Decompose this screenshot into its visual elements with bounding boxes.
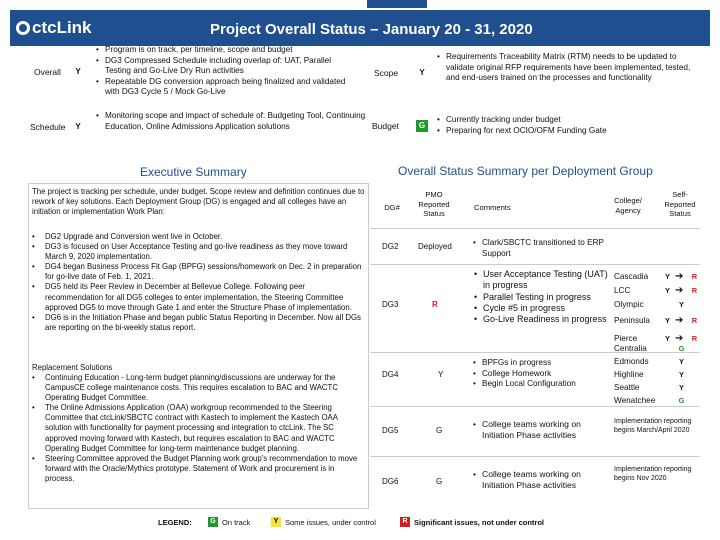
dg2-label: DG2 <box>382 242 399 251</box>
dg4-comments <box>473 358 612 390</box>
dg4-comment: • College Homework <box>473 368 552 378</box>
scope-bullet: • Requirements Traceability Matrix (RTM) needs to be updated to validate original RFP requirements have been implemented, tested, and end-users trained on the processes and functionality <box>437 52 691 83</box>
dg6-comments <box>473 469 610 491</box>
dg3-comment: • Go-Live Readiness in progress <box>474 314 607 325</box>
row-divider <box>370 406 700 407</box>
dg5-pmo: G <box>436 426 443 435</box>
schedule-bullet: • Monitoring scope and impact of schedule of: Budgeting Tool, Continuing Education, Online Admissions Application solutions <box>96 111 366 131</box>
header-self: Self-Reported Status <box>664 190 696 218</box>
dg3-college: LCC <box>614 286 631 295</box>
legend-red-label: Significant issues, not under control <box>414 518 545 527</box>
dg-bullet: • DG4 began Business Process Fit Gap (BPFG) sessions/homework on Dec. 2 in preparation for go-live date of Feb. 1, 2021. <box>32 262 362 282</box>
dg3-college: Pierce <box>614 334 638 343</box>
dg-bullet: • DG3 is focused on User Acceptance Testing and go-live readiness as they move toward March 9, 2020 implementation. <box>32 242 348 262</box>
header-pmo: PMO Reported Status <box>418 190 450 218</box>
dg3-self-status-new: R <box>691 334 698 343</box>
schedule-label: Schedule <box>30 122 66 132</box>
dg3-college: Cascadia <box>614 272 649 281</box>
dg4-self-status: Y <box>678 357 684 366</box>
dg4-self-status: Y <box>678 383 684 392</box>
dg6-pmo: G <box>436 477 443 486</box>
arrow-right-icon: ➔ <box>675 271 684 282</box>
dg3-comment: • Parallel Testing in progress <box>474 291 591 302</box>
overall-bullets <box>96 45 355 98</box>
dg3-self-status: Y <box>664 334 670 343</box>
schedule-bullets <box>96 111 367 132</box>
dg4-college: Wenatchee <box>614 396 656 405</box>
dg4-label: DG4 <box>382 370 399 379</box>
page-title: Project Overall Status – January 20 - 31, 2020 <box>210 21 533 38</box>
dg3-self-status: Y <box>664 272 670 281</box>
dg3-label: DG3 <box>382 300 399 309</box>
row-divider <box>370 228 700 229</box>
dg4-self-status: Y <box>678 370 684 379</box>
overall-bullet: • Program is on track, per timeline, scope and budget <box>96 45 293 54</box>
logo-circle-icon <box>16 21 30 35</box>
header-college: College/ Agency <box>614 196 642 215</box>
dg3-self-status-new: R <box>691 272 698 281</box>
dg3-college: Olympic <box>614 300 644 309</box>
dg4-comment: • Begin Local Configuration <box>473 379 576 389</box>
dg4-self-status: G <box>678 344 685 353</box>
dg5-comment: • College teams working on Initiation Phase activities <box>473 419 581 440</box>
executive-summary-title: Executive Summary <box>140 165 247 179</box>
budget-label: Budget <box>372 121 399 131</box>
dg-bullet: • DG2 Upgrade and Conversion went live in October. <box>32 232 223 241</box>
budget-status: G <box>416 120 428 132</box>
dg3-self-status: Y <box>678 300 684 309</box>
dg4-college: Centralia <box>614 344 647 353</box>
header-notch <box>367 0 427 8</box>
legend-yellow-label: Some issues, under control <box>285 518 376 527</box>
dg3-self-status-new: R <box>691 286 698 295</box>
arrow-right-icon: ➔ <box>675 333 684 344</box>
ctclink-logo: ctcLink <box>16 18 92 38</box>
dg3-college: Peninsula <box>614 316 650 325</box>
schedule-status: Y <box>75 122 81 131</box>
overall-label: Overall <box>34 67 61 77</box>
legend-title: LEGEND: <box>158 518 192 527</box>
header-bar <box>10 10 710 46</box>
dg3-comment: • User Acceptance Testing (UAT) in progress <box>474 269 608 291</box>
replacement-bullet: • Continuing Education - Long-term budget planning/discussions are underway for the CampusCE college maintenance costs. This requires escalation to BAC and WACTC Operating Budget Committee. <box>32 373 338 403</box>
legend-green-chip: G <box>208 517 218 527</box>
arrow-right-icon: ➔ <box>675 315 684 326</box>
dg4-pmo: Y <box>438 370 444 379</box>
dg6-note: Implementation reporting begins Nov 2020 <box>614 466 692 482</box>
overall-bullet: • DG3 Compressed Schedule including overlap of: UAT, Parallel Testing and Go-Live Dry Run activities <box>96 55 332 76</box>
header-dg: DG# <box>384 203 400 212</box>
row-divider <box>370 456 700 457</box>
dg-bullet: • DG5 held its Peer Review in December at Bellevue College. Following peer recommendation for all DG5 colleges to enter implementation, the Steering Committee approved DG5 to move through Gate 1 and enter the Structure Phase of implementation. <box>32 282 352 312</box>
dg3-self-status: Y <box>664 286 670 295</box>
dg6-comment: • College teams working on Initiation Phase activities <box>473 469 581 490</box>
dg3-self-status-new: R <box>691 316 698 325</box>
scope-status: Y <box>419 68 425 77</box>
dg4-college: Highline <box>614 370 644 379</box>
executive-summary-intro: The project is tracking per schedule, under budget. Scope review and definition continues due to rework of key solutions. Each Deployment Group (DG) is engaged and all colleges have an initiation or implementation Work Plan: <box>32 187 365 217</box>
dg2-comment: • Clark/SBCTC transitioned to ERP Support <box>473 238 604 258</box>
dg5-note: Implementation reporting begins March/April 2020 <box>614 418 692 434</box>
replacement-bullet: • The Online Admissions Application (OAA) workgroup recommended to the Steering Committee that ctcLink/SBCTC contract with Kastech to implement the Kastech OAA solution with functionality for payment processing and integration to ctcLink. The SC approved moving forward with Kastech, but requires escalation to BAC and WACTC Operating Budget Committee for long-term maintenance budget planning. <box>32 403 338 453</box>
dg4-comment: • BPFGs in progress <box>473 358 552 367</box>
header-comments: Comments <box>474 203 511 212</box>
scope-bullets <box>437 52 698 84</box>
dg4-self-status: G <box>678 396 685 405</box>
dg2-comments <box>473 238 632 259</box>
budget-bullet: • Currently tracking under budget <box>437 115 561 124</box>
dg-bullet: • DG6 is in the Initiation Phase and began public Status Reporting in December. Now all DGs are reporting on the bi-weekly status report. <box>32 312 361 332</box>
legend-green-label: On track <box>222 518 251 527</box>
dg-bullets <box>32 232 365 333</box>
budget-bullet: • Preparing for next OCIO/OFM Funding Gate <box>437 125 607 135</box>
dg6-label: DG6 <box>382 477 399 486</box>
dg3-self-status: Y <box>664 316 670 325</box>
dg4-college: Seattle <box>614 383 640 392</box>
arrow-right-icon: ➔ <box>675 285 684 296</box>
overall-bullet: • Repeatable DG conversion approach being finalized and validated with DG3 Cycle 5 / Mock Go-Live <box>96 76 346 97</box>
replacement-title: Replacement Solutions <box>32 363 113 372</box>
dg5-label: DG5 <box>382 426 399 435</box>
dg2-pmo: Deployed <box>418 242 452 251</box>
dg3-comments <box>474 269 613 325</box>
row-divider <box>370 264 700 265</box>
dg3-pmo: R <box>432 300 438 309</box>
scope-label: Scope <box>374 68 399 78</box>
replacement-bullet: • Steering Committee approved the Budget Planning work group's recommendation to move forward with the Oracle/Mythics prototype. Statement of Work and procurement is in process. <box>32 453 358 483</box>
replacement-bullets <box>32 373 365 484</box>
deployment-title: Overall Status Summary per Deployment Group <box>398 164 653 178</box>
budget-bullets <box>437 115 698 136</box>
dg3-comment: • Cycle #5 in progress <box>474 302 566 313</box>
legend-yellow-chip: Y <box>271 517 281 527</box>
dg4-college: Edmonds <box>614 357 649 366</box>
legend-red-chip: R <box>400 517 410 527</box>
overall-status: Y <box>75 67 81 76</box>
row-divider <box>370 352 700 353</box>
dg5-comments <box>473 419 610 441</box>
